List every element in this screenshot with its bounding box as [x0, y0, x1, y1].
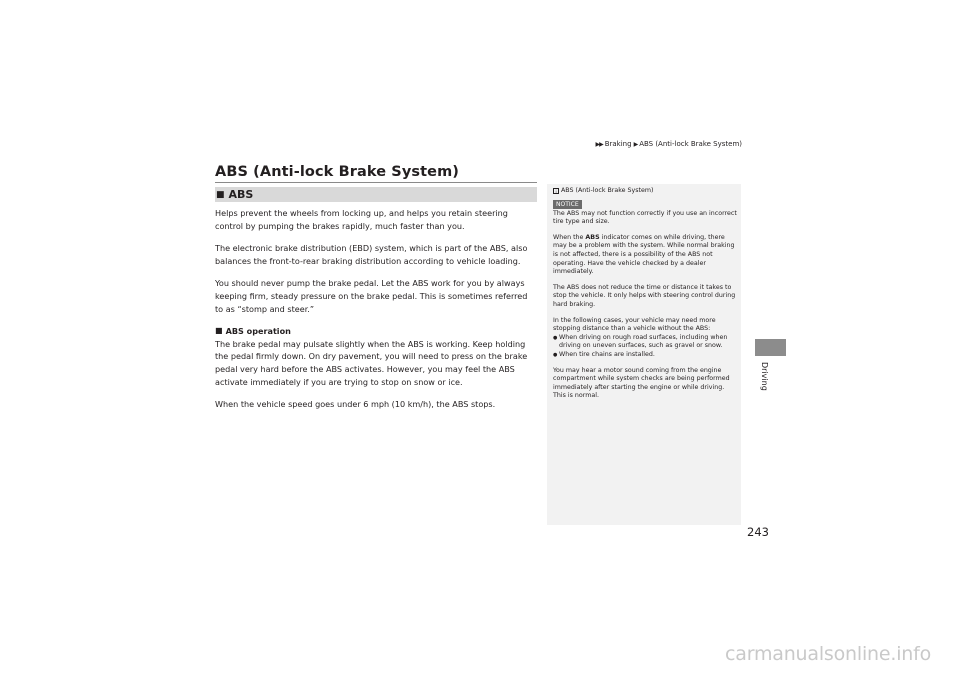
steering-text: The ABS does not reduce the time or distance it takes to stop the vehicle. It only helps with steering control during hard braking. [553, 283, 736, 308]
list-item: ● When tire chains are installed. [553, 351, 737, 360]
section-heading-bar [215, 187, 537, 202]
side-note [553, 187, 737, 408]
paragraph: Helps prevent the wheels from locking up, and helps you retain steering control by pumping the brakes rapidly, much faster than you. [215, 208, 508, 231]
notice-text: The ABS may not function correctly if you use an incorrect tire type and size. [553, 209, 737, 226]
chapter-label: Driving [760, 362, 769, 391]
paragraph: The brake pedal may pulsate slightly when the ABS is working. Keep holding the pedal firmly down. On dry pavement, you will need to press on the brake pedal very hard before the ABS activates. However, you may feel the ABS activate immediately if you are trying to stop on snow or ice. [215, 338, 528, 387]
list-item: ● When driving on rough road surfaces, including when driving on uneven surfaces, such as gravel or snow. [553, 334, 737, 351]
main-body [215, 207, 537, 421]
square-bullet-icon: ■ [215, 326, 223, 336]
title-divider [215, 182, 537, 183]
paragraph: The electronic brake distribution (EBD) system, which is part of the ABS, also balances the front-to-rear braking distribution according to vehicle loading. [215, 243, 528, 266]
cases-list [553, 334, 737, 360]
section-heading: ABS [228, 188, 254, 201]
paragraph: When the vehicle speed goes under 6 mph (10 km/h), the ABS stops. [215, 399, 496, 410]
watermark: carmanualsonline.info [725, 643, 932, 665]
page-number: 243 [747, 525, 769, 539]
indicator-text-post: indicator comes on while driving, there may be a problem with the system. While normal braking is not affected, there is a possibility of the ABS not operating. Have the vehicle checked by a dealer immediately. [553, 233, 735, 276]
subheading [215, 325, 537, 338]
page-title: ABS (Anti-lock Brake System) [215, 164, 460, 180]
note-icon: i [553, 188, 559, 194]
square-bullet-icon: ■ [216, 189, 225, 200]
indicator-text [553, 234, 737, 277]
notice-badge: NOTICE [553, 200, 582, 209]
breadcrumb-item-braking[interactable]: Braking [604, 140, 632, 148]
indicator-text-pre: When the [553, 233, 586, 241]
breadcrumb-arrow-icon: ▶ [633, 140, 638, 148]
cases-intro: In the following cases, your vehicle may need more stopping distance than a vehicle without the ABS: [553, 316, 716, 333]
side-note-title-label: ABS (Anti-lock Brake System) [561, 187, 654, 194]
chapter-tab[interactable] [755, 339, 786, 356]
subheading-label: ABS operation [225, 326, 291, 337]
motor-text: You may hear a motor sound coming from the engine compartment while system checks are being performed immediately after starting the engine or while driving. This is normal. [553, 366, 730, 400]
abs-indicator-label: ABS [585, 233, 600, 241]
breadcrumb-arrow-icon: ▶▶ [595, 140, 603, 148]
paragraph: You should never pump the brake pedal. Let the ABS work for you by always keeping firm, steady pressure on the brake pedal. This is sometimes referred to as “stomp and steer.” [215, 278, 528, 314]
side-note-title [553, 187, 737, 196]
breadcrumb [595, 140, 742, 148]
breadcrumb-item-abs[interactable]: ABS (Anti-lock Brake System) [639, 140, 742, 148]
